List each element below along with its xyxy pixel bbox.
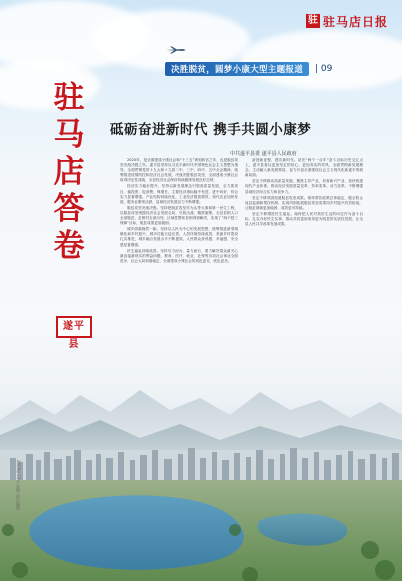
cloud-decoration xyxy=(240,30,402,90)
newspaper-name: 驻马店日报 xyxy=(322,14,388,29)
page-number: | 09 xyxy=(315,63,333,74)
paragraph: 2020年，是全面建成小康社会和“十三五”规划收官之年，也是脱贫攻坚决战决胜之年。遂平县坚持以习近平新时代中国特色社会主义思想为指导，全面贯彻党的十九大和十九届二中、三中、四中、五中全会精神，统筹推进疫情防控和经济社会发展，决战决胜脱贫攻坚，全面建成小康社会取得决定性成就，全县经济社会保持持续健康发展良好态势。 xyxy=(120,158,238,183)
article-column-right xyxy=(245,158,363,388)
airplane-icon xyxy=(165,46,187,54)
page-footer-info: 2020年12月 星期 责任编辑 xyxy=(16,460,21,510)
county-seal: 遂平县 xyxy=(56,316,92,338)
paragraph: 坚定不移巩固拓展脱贫攻坚成果。保持帮扶政策总体稳定，健全防止返贫监测和帮扶机制，实现巩固拓展脱贫攻坚成果同乡村振兴有效衔接，让脱贫基础更加稳固、成效更可持续。 xyxy=(245,195,363,210)
series-title: 决胜脱贫，圆梦小康大型主题报道 xyxy=(165,62,309,76)
newspaper-masthead xyxy=(306,12,388,30)
paragraph: 脱贫攻坚决战决胜。坚持把脱贫攻坚作为头等大事和第一民生工程，以脱贫攻坚统揽经济社会发展全局，尽锐出战、精准施策，全县贫困人口全部脱贫，贫困村全部出列，区域性整体贫困得到解决，实现了“两不愁三保障”目标，脱贫成果更加稳固。 xyxy=(120,205,238,226)
vertical-title-char: 卷 xyxy=(53,228,85,264)
article-headline: 砥砺奋进新时代 携手共圆小康梦 xyxy=(110,122,312,138)
page-number-value: 09 xyxy=(320,63,333,74)
article-byline: 中共遂平县委 遂平县人民政府 xyxy=(230,151,297,157)
vertical-title-char: 店 xyxy=(53,154,85,190)
paragraph: 民生福祉持续改善。坚持尽力而为、量力而行，着力解决群众最关心最直接最现实的利益问题，教育、医疗、就业、社保等各项社会事业全面进步，社会大局和谐稳定，全面建成小康社会的成色更足、底色更亮。 xyxy=(120,248,238,263)
paragraph: 城乡面貌焕然一新。坚持以人民为中心的发展思想，统筹推进新型城镇化和乡村振兴，城市功能日趋完善，人居环境持续改善，美丽乡村建设扎实推进，城乡融合发展水平不断提高，人民群众获得感、幸福感、安全感显著增强。 xyxy=(120,227,238,247)
vertical-title xyxy=(52,80,86,265)
paragraph: 坚定不移推动高质量发展。聚焦主导产业，培育新兴产业，加快构建现代产业体系，推动经济发展质量变革、效率变革、动力变革，不断增强县域经济综合实力和竞争力。 xyxy=(245,179,363,194)
section-banner xyxy=(165,61,395,76)
city-landscape-image xyxy=(0,380,402,581)
paragraph: 奋进新征程，建功新时代。站在“两个一百年”奋斗目标历史交汇点上，遂平县将以更加坚定的信心、更加务实的作风，全面贯彻新发展理念，主动融入新发展格局，奋力开创全面建设社会主义现代化新遂平的崭新局面。 xyxy=(245,158,363,178)
paragraph: 经济实力稳步提升。坚持以新发展理念引领高质量发展，全力抓项目、稳投资、促消费、保增长，主要经济指标稳中有进、进中向好，综合实力显著增强。产业结构持续优化，工业经济提质增效，现代农业加快发展，服务业繁荣活跃，县域经济发展活力不断增强。 xyxy=(120,184,238,204)
vertical-title-char: 马 xyxy=(53,117,85,153)
paragraph: 坚定不移增进民生福祉。始终把人民对美好生活的向往作为奋斗目标，扎实办好民生实事，推动共同富裕取得更为明显的实质性进展，让全县人民共享改革发展成果。 xyxy=(245,211,363,227)
masthead-logo-icon: 驻 xyxy=(307,15,318,26)
vertical-title-char: 驻 xyxy=(53,80,85,116)
vertical-title-char: 答 xyxy=(53,191,85,227)
